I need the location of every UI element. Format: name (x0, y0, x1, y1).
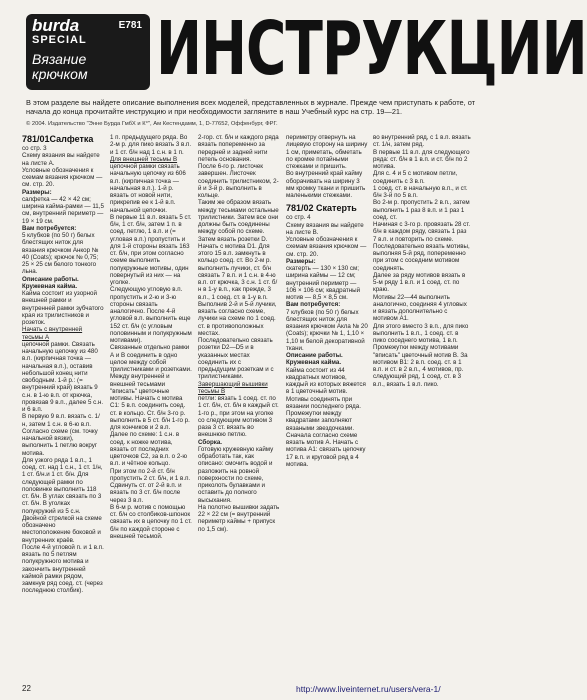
paragraph: Начиная с 3-го р. провязать 28 ст. б/н в каждом ряду, связать 1 раз 7 в.п. и повторить по схеме. (373, 221, 471, 243)
paragraph: Для узкого ряда 1 в.п., 1 соед. ст. над 1 с.н., 1 ст. 1/н, 1 ст. б/н.и 1 ст. б/н. Для следующей рамки по половинке выполнить 118 ст. б/н. В углах связать по 3 ст. б/н. В уголках полукружий из 5 с.н. Двойной стрелкой на схеме обозначено местоположение боковой и внутренних краёв. (22, 456, 103, 544)
text-column-3 (198, 134, 280, 674)
paragraph: со стр. 4 (286, 214, 311, 222)
paragraph: цепочной рамки связать начальную цепочку из 606 в.п. (кирпичная точка — начальная в.п.). 1-й р. вязать от новой нити, прикрепив ее к 1-й в.п. начальной цепочки. (110, 163, 186, 214)
text-column-5 (373, 134, 471, 674)
paragraph: со стр. 3 (22, 145, 47, 152)
paragraph: Мотивы 22—44 выполнить аналогично, соединяя 4 угловых и вязать дополнительно с мотивом А1. (373, 293, 467, 323)
paragraph: Завершающий вышивки тесьмы В (198, 380, 268, 395)
paragraph: Следующую угловую в.п. пропустить и 2-ю и 3-ю стороны связать аналогично. После 4-й угловой в.п. выполнить еще 152 ст. б/н (с угловым половинным и полукружным мотивами). (110, 286, 192, 344)
paragraph: цепочной рамки. Связать начальную цепочку из 480 в.п. (кирпичная точка — начальная в.п.), оставив небольшой конец нити свободным. 1-й р.: (= внутренний край) вязать 9 с.н. в 1-ю в.п. от крючка, провязав 9 в.п., далее 5 с.н. и 6 в.п. (22, 340, 104, 413)
paragraph: После 6-го р. листочек завершен. Листочек соединить трилистником, 2-й и 3-й р. выполнить в кольце. (198, 163, 279, 199)
subtitle-line-1: Вязание (32, 51, 87, 67)
paragraph: Сборка. (198, 438, 223, 446)
paragraph: Готовую кружевную кайму обработать так, как описано: смочить водой и разложить на ровной поверхности по схеме, приколоть булавками и оставить до полного высыхания. (198, 445, 274, 504)
paragraph: скатерть — 130 × 130 см; ширина каймы — 12 см; внутренний периметр — 106 × 106 см; квадратный мотив — 8,5 × 8,5 см. (286, 265, 361, 301)
paragraph: В первые 11 в.п. вязать 5 ст. б/н, 1 ст. б/н, затем 1 п. в соед. петлю, 1 в.п. и (= угловая в.п.) пропустить и для 1-й стороны вязать 163 ст. б/н, при этом согласно схеме выполнить полукружные мотивы, один повернутый из них — на уголке. (110, 213, 192, 286)
paragraph: Описание работы. Кружевная кайма. (22, 275, 79, 290)
paragraph: Выполнив 2-й и 5-й лучики, вязать согласно схеме, лучики на схеме по 1 соед. ст. в противоположных местах. (198, 300, 277, 337)
paragraph: Далее за ряду мотивов вязать в 5-м ряду 1 в.п. и 1 соед. ст. по краю. (373, 271, 466, 294)
copyright-line: © 2004. Издательство "Энне Бурда ГмбХ и К°", Ам Кестендамм, 1, D-77652, Оффенбург, ФРГ. (26, 121, 278, 127)
paragraph: Последовательно вязать мотивы, выполняя 5-й ряд, попеременно при этом с соседним мотивом соединять. (373, 242, 470, 272)
paragraph: Размеры: (22, 188, 52, 196)
subtitle-line-2: крючком (32, 66, 88, 82)
paragraph: Схему вязания вы найдете на листе В. (286, 221, 364, 236)
paragraph: В первые 11 в.п. для следующего ряда: ст. б/н в 1 в.п. и ст. б/н по 2 мотива. (373, 148, 470, 170)
paragraph: Сначала согласно схеме вязать мотив А. Начать с мотива А1: связать цепочку 17 в.п. и круговой ряд в 4 мотива. (286, 431, 366, 468)
source-url[interactable]: http://www.liveinternet.ru/users/vera-1/ (296, 684, 441, 694)
paragraph: Для внешней тесьмы В (110, 155, 178, 163)
section-title: 781/02 Скатерть (286, 203, 357, 214)
paragraph: Между внутренней и внешней тесьмами "вписать" цветочные мотивы. Начать с мотива С1: 5 в.п. соединить соед. ст. в кольцо. Ст. б/н 3-го р. выполнить в 5 ст. б/н 1-го р. для кончиков и 2 в.п. (110, 373, 190, 431)
paragraph: Условные обозначения к схемам вязания крючком — см. стр. 20. (286, 236, 367, 258)
paragraph: Кайма состоит из 44 квадратных мотивов, каждый из которых вяжется в 1 цветочный мотив. (286, 366, 366, 396)
paragraph: Вам потребуется: (22, 224, 77, 232)
paragraph: Затем вязать розетки D. Начать с мотива D1. Для этого 15 в.п. замкнуть в кольцо соед. ст. Во 2-м р. выполнить лучики, ст. б/н связать 7 в.п. и 1 с.н. в 4-ю в.п. от крючка, 3 с.н. 1 ст. б/н в 1-у в.п., как прежде, 3 в.п., 1 соед. ст. в 1-у в.п. (198, 235, 278, 301)
paragraph: При этом по 2-й ст. б/н пропустить 2 ст. б/н, и 1 в.п. Сдвинуть ст. от 2-й в.п. и вязать по 3 ст. б/н после через 3 в.п. (110, 467, 191, 504)
paragraph: Таким же образом вязать между тесьмами остальные трилистники. Затем все они должны быть соединены между собой по схеме. (198, 199, 279, 236)
paragraph: Во 2-м р. пропустить 2 в.п., затем выполнить 1 раз 8 в.п. и 1 раз 1 соед. ст. (373, 199, 470, 221)
paragraph: Во внутренний край кайму оборачивать на ширину 3 мм кромку ткани и пришить маленькими стежками. (286, 170, 366, 199)
burda-special-logo (26, 14, 150, 90)
paragraph: 1 п. предыдущего ряда. Во 2-м р. для пико вязать 3 в.п. и 1 ст. б/н над 1 с.н. в 1 п. (110, 134, 192, 156)
paragraph: периметру отвернуть на лицевую сторону на ширину 1 см, приметать, обметать по кромке потайными стежками и пришить. (286, 134, 368, 170)
paragraph: Условные обозначения к схемам вязания крючком — см. стр. 20. (22, 166, 103, 189)
paragraph: Описание работы. Кружевная кайма. (286, 352, 343, 367)
paragraph: во внутренний ряд, с 1 в.п. вязать ст. 1/н, затем ряд. (373, 134, 471, 149)
text-column-1 (22, 134, 104, 674)
paragraph: Мотивы соединять при вязании последнего ряда. Промежутки между квадратами заполняют вязаными звездочками. (286, 395, 361, 432)
paragraph: На полотно вышивки задать 22 × 22 см (= внутренний периметр каймы + припуск по 1,5 см). (198, 503, 280, 533)
paragraph: Размеры: (286, 257, 316, 265)
text-column-2 (110, 134, 192, 674)
brand-special: SPECIAL (32, 34, 87, 46)
paragraph: Для с. 4 и 5 с мотивом петли, соединить с 3 в.п. (373, 170, 458, 185)
page-title: ИНСТРУКЦИИ (156, 5, 587, 92)
paragraph: 1 соед. ст. в начальную в.п., и ст. б/н 3-й по 5 в.п. (373, 184, 468, 199)
paragraph: 2-гор. ст. б/н и каждого ряда вязать попеременно за передней и задней нити петель основания. (198, 134, 279, 163)
paragraph: Кайма состоит из узорной внешней рамки и внутренней рамки зубчатого края из трилистников и розеток. (22, 290, 104, 326)
intro-text: В этом разделе вы найдете описание выполнения всех моделей, представленных в журнале. Прежде чем приступать к работе, от начала до конца прочитайте инструкцию и при необходимости загляните в наш Учебный курс на стр. 19—21. (26, 98, 476, 117)
issue-number: E781 (118, 20, 142, 31)
paragraph: Промежутки между мотивами "вписать" цветочный мотив В. За мотивом В1: 2 в.п. соед. ст. в 1 в.п. и ст. в 2 в.п., 4 мотивов, пр. следующий ряд, 1 соед. ст. в 3 в.п., вязать 1 в.п. пикo. (373, 344, 468, 388)
paragraph: Далее по схеме: 1 с.н. в соед. к ножке мотива, вязать от последних цветочков С2, за в.п. о 2-ю в.п. и чётное кольцо. (110, 431, 187, 468)
paragraph: Связанные отдельно рамки А и В соединить в одно целое между собой трилистниками и розетками. (110, 344, 192, 373)
paragraph: В 6-м р. мотив с помощью ст. б/н со столбиков-шпонок связать их в цепочку по 1 ст. б/н по каждой стороне с внешней тесьмой. (110, 503, 192, 540)
paragraph: 7 клубков (по 50 г) белых блестящих ниток для вязания крючком Акла № 20 (Coats); крючки № 1, 1,10 × 1,10 м белой декоративной ткани. (286, 308, 368, 352)
paragraph: Последовательно связать розетки D2—D5 и в указанных местах соединить их с предыдущим розеткам и с трилистниками. (198, 337, 274, 381)
paragraph: Для этого вместо 3 в.п., для пико выполнить 1 в.п., 1 соед. ст. в пико соседнего мотива, 1 в.п. (373, 322, 469, 344)
paragraph: Вам потребуется: (286, 301, 341, 309)
paragraph: Схему вязания вы найдете на листе А. (22, 152, 100, 167)
paragraph: Начать с внутренней тесьмы А (22, 326, 83, 341)
paragraph: петли: вязать 1 соед. ст. по 1 ст. б/н, ст. б/н в каждый ст. 1-го р., при этом на уголке со следующим мотивом 3 раза 3 ст. вязать во внешнюю петлю. (198, 395, 279, 439)
paragraph: После 4-й угловой п. и 1 в.п. вязать по 5 петлям полукружного мотива и закончить внутренней каймой рамки рядом, замкнув ряд соед. ст. (через последнюю столбик). (22, 543, 104, 595)
paragraph: 5 клубков (по 50 г) белых блестящих ниток для вязания крючком Анкор № 40 (Coats); крючок № 0,75; 25 × 25 см белого тонкого льна. (22, 232, 99, 276)
page-number: 22 (22, 684, 31, 693)
paragraph: салфетка — 42 × 42 см; ширина кайма-рамки — 11,5 см, внутренний перимeтр — 19 × 19 см. (22, 195, 104, 225)
text-column-4 (286, 134, 368, 674)
brand-name: burda (32, 16, 80, 35)
paragraph: В первую 9 в.п. вязать с. 1/н, затем 1 с.н. в 6-ю в.п. Согласно схеме (см. точку начальной вязки), выполнить 1 петлю вокруг мотива. (22, 413, 100, 457)
section-title: 781/01Салфетка (22, 134, 94, 144)
